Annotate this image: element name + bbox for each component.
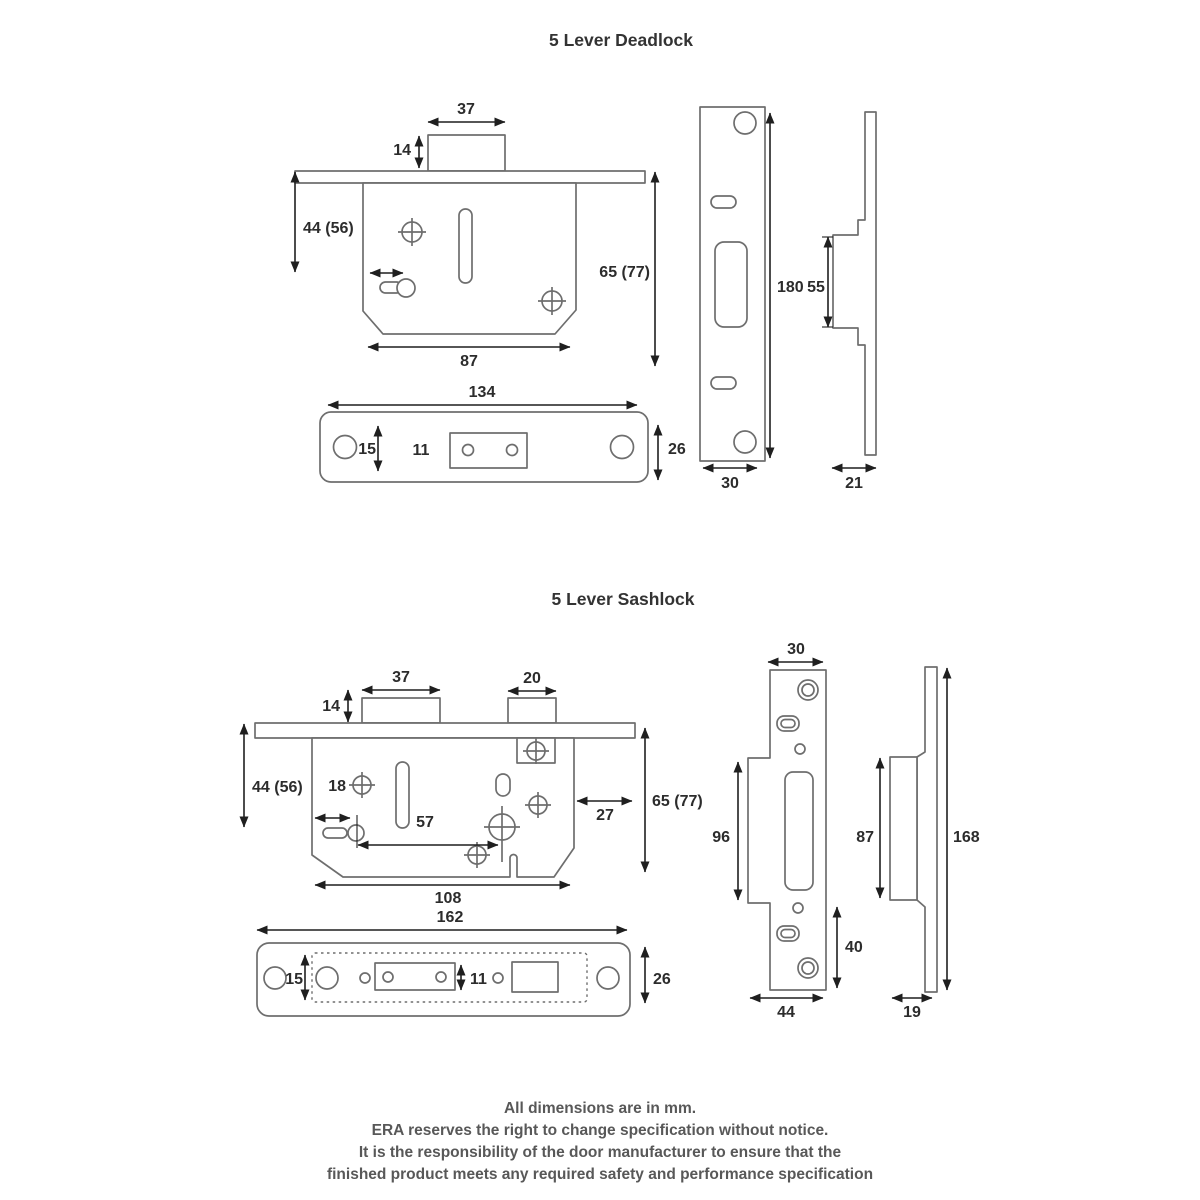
- dim-label-sash-backset: 44 (56): [252, 779, 303, 796]
- dim-label-strike-bottom-offset: 40: [845, 939, 863, 956]
- dim-label-side-depth: 19: [903, 1004, 921, 1021]
- dim-label-side-length: 168: [953, 829, 980, 846]
- deadlock-strike-screw-bottom: [734, 431, 756, 453]
- sashlock-case-outline: [255, 698, 635, 877]
- dim-label-faceplate-width: 26: [668, 441, 686, 458]
- sashlock-latch-boss: [508, 698, 556, 723]
- deadlock-strike-side-view: [807, 112, 876, 492]
- dim-label-boss-height: 14: [393, 142, 411, 159]
- dim-label-faceplate-hole: 15: [358, 441, 376, 458]
- sashlock-keyhole-circle: [348, 825, 364, 841]
- sashlock-keyhole-slot: [323, 828, 347, 838]
- dim-label-fixing-hole-18: 18: [328, 778, 346, 795]
- dim-label-sash-boss-height: 14: [322, 698, 340, 715]
- sashlock-strike-side-view: [856, 667, 980, 1021]
- sashlock-inner-screw-left: [316, 967, 338, 989]
- dim-label-sash-case-height: 65 (77): [652, 793, 703, 810]
- sashlock-strike-side-box: [890, 757, 917, 900]
- sashlock-oval-hole: [496, 774, 510, 796]
- dim-label-case-width: 87: [460, 353, 478, 370]
- sashlock-faceplate-view: [257, 909, 671, 1016]
- deadlock-strike-outline: [700, 107, 765, 461]
- deadlock-strike-side-profile: [833, 112, 876, 455]
- deadlock-case-front-view: [295, 101, 655, 370]
- footer-line-3: It is the responsibility of the door manufacturer to ensure that the: [358, 1144, 842, 1161]
- sashlock-strike-pin-top: [795, 744, 805, 754]
- dim-label-sash-strike-width: 44: [777, 1004, 795, 1021]
- dim-label-edge-offset-27: 27: [596, 807, 614, 824]
- deadlock-keyhole-circle: [397, 279, 415, 297]
- dim-label-strike-length: 180: [777, 279, 804, 296]
- sashlock-forend-edge: [255, 723, 635, 738]
- deadlock-strike-slot-bottom: [711, 377, 736, 389]
- dim-label-sash-bolt-width: 11: [470, 971, 487, 988]
- dim-label-sash-case-width: 108: [434, 890, 462, 907]
- dim-label-backset: 44 (56): [303, 220, 354, 237]
- sashlock-faceplate-outline: [257, 943, 630, 1016]
- sashlock-strike-side-profile: [917, 667, 937, 992]
- sashlock-small-hole-1: [360, 973, 370, 983]
- dim-label-strike-width: 30: [721, 475, 739, 492]
- deadlock-strike-slot-top: [711, 196, 736, 208]
- dim-label-sash-faceplate-hole: 15: [285, 971, 303, 988]
- deadlock-faceplate-screw-right: [611, 436, 634, 459]
- deadlock-bolt-pin-right: [507, 445, 518, 456]
- dim-label-case-height: 65 (77): [599, 264, 650, 281]
- footer-line-1: All dimensions are in mm.: [503, 1100, 697, 1117]
- deadlock-strike-plate-view: [700, 107, 804, 492]
- deadlock-bolt-pin-left: [463, 445, 474, 456]
- dim-label-boss-width: 37: [457, 101, 475, 118]
- deadlock-strike-side-outline: [833, 112, 876, 455]
- deadlock-slot: [459, 209, 472, 283]
- deadlock-faceplate-view: [320, 384, 686, 482]
- dim-label-centres-57: 57: [416, 814, 434, 831]
- deadlock-faceplate-screw-left: [334, 436, 357, 459]
- footer-line-2: ERA reserves the right to change specification without notice.: [371, 1122, 829, 1139]
- deadlock-bolt-boss: [428, 135, 505, 171]
- sashlock-strike-side-outline: [890, 667, 937, 992]
- dim-label-strike-box-height: 55: [807, 279, 825, 296]
- footer-notes: [327, 1100, 873, 1183]
- deadlock-strike-screw-top: [734, 112, 756, 134]
- dim-label-latch-boss-width: 20: [523, 670, 541, 687]
- sashlock-strike-pin-bottom: [793, 903, 803, 913]
- sashlock-faceplate-screw-right: [597, 967, 619, 989]
- sashlock-strike-plate-view: [712, 641, 863, 1021]
- dim-label-sash-faceplate-width: 26: [653, 971, 671, 988]
- dim-label-side-box-height: 87: [856, 829, 874, 846]
- dim-label-deadbolt-boss-width: 37: [392, 669, 410, 686]
- sashlock-bolt-pin-left: [383, 972, 393, 982]
- dim-label-strike-depth: 21: [845, 475, 863, 492]
- sashlock-strike-keep: [785, 772, 813, 890]
- deadlock-strike-keep: [715, 242, 747, 327]
- dim-label-strike-box-length: 96: [712, 829, 730, 846]
- sashlock-case-front-view: [244, 669, 703, 907]
- sashlock-deadbolt-boss: [362, 698, 440, 723]
- footer-line-4: finished product meets any required safety and performance specification: [326, 1166, 874, 1183]
- deadlock-forend-edge: [295, 171, 645, 183]
- dim-label-faceplate-length: 134: [468, 384, 496, 401]
- dim-label-strike-top-width: 30: [787, 641, 805, 658]
- sashlock-slot: [396, 762, 409, 828]
- dim-label-bolt-width: 11: [412, 442, 430, 459]
- sashlock-small-hole-2: [493, 973, 503, 983]
- deadlock-title: 5 Lever Deadlock: [549, 30, 693, 50]
- sashlock-bolt-pin-right: [436, 972, 446, 982]
- sashlock-title: 5 Lever Sashlock: [551, 589, 695, 609]
- dim-label-sash-faceplate-length: 162: [436, 909, 464, 926]
- sashlock-strike-outline: [748, 670, 826, 990]
- sashlock-latch-aperture: [512, 962, 558, 992]
- sashlock-faceplate-screw-left: [264, 967, 286, 989]
